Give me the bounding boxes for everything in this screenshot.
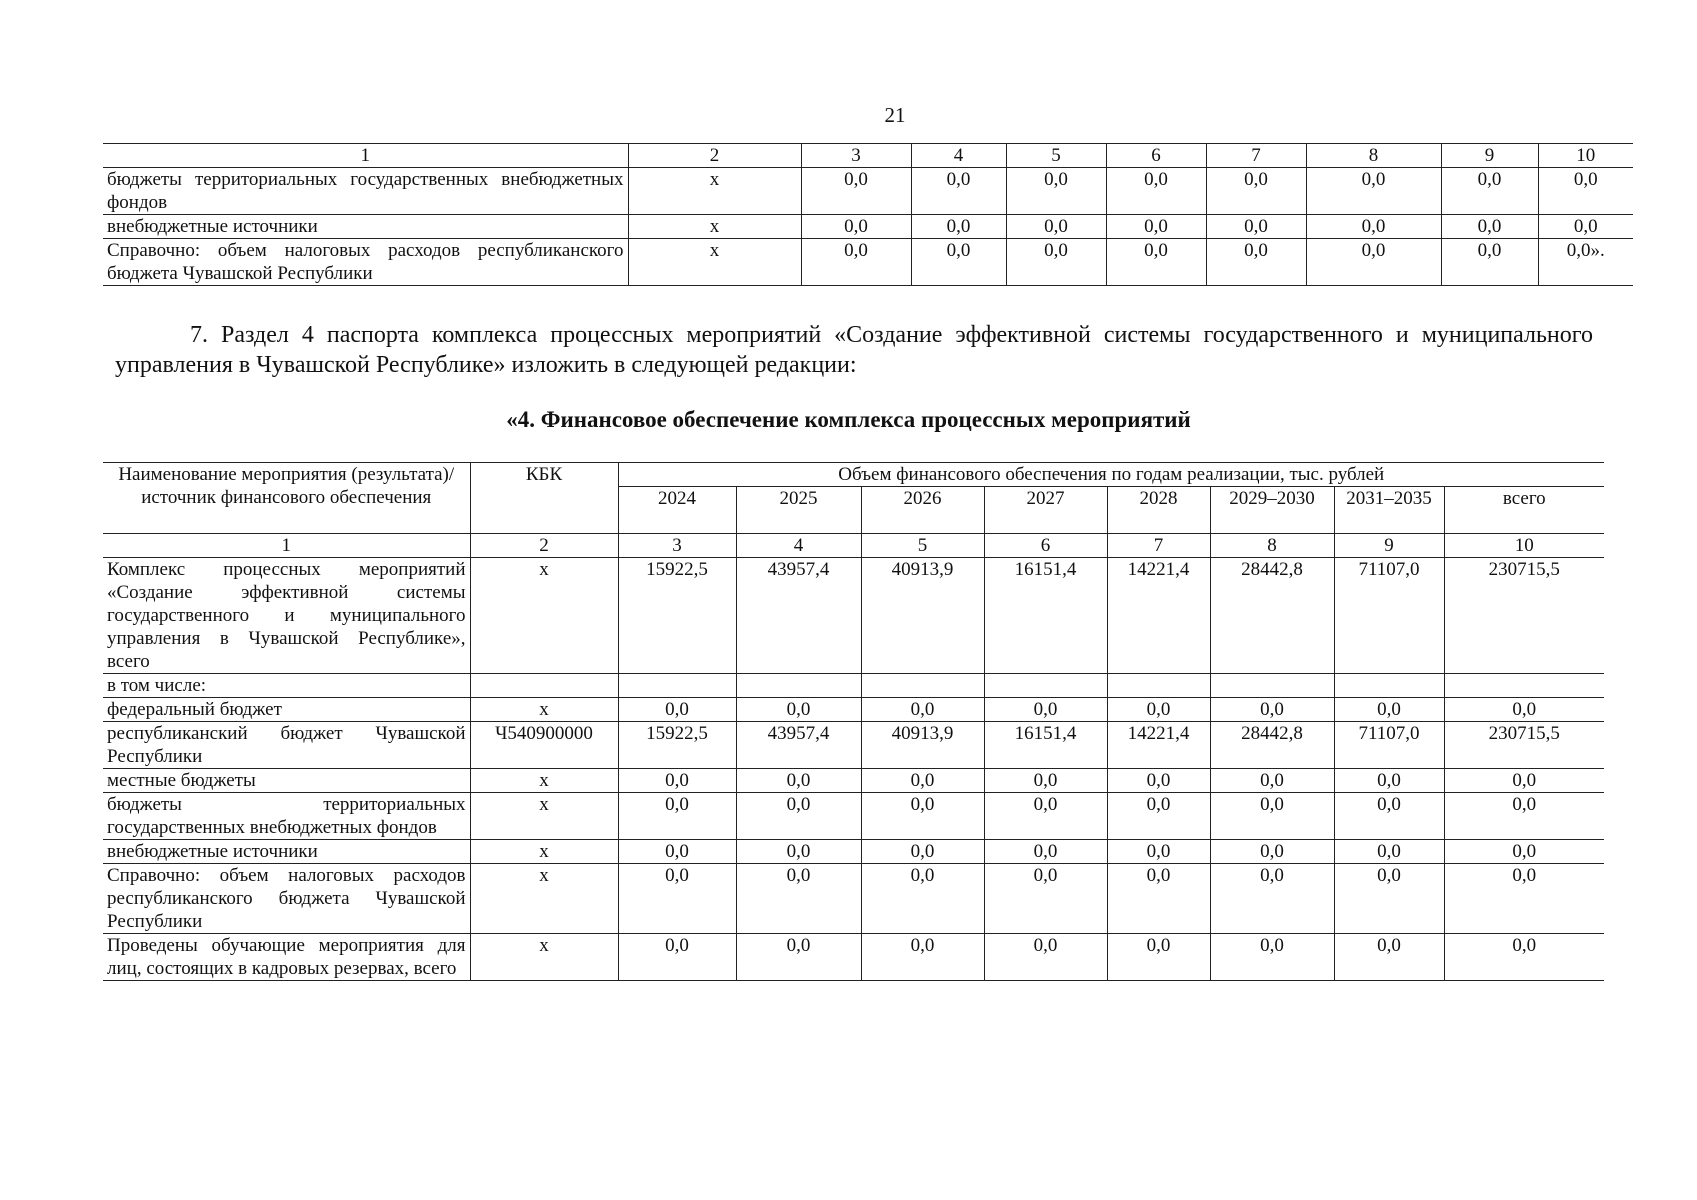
- row-name: Проведены обучающие мероприятия для лиц, состоящих в кадровых резервах, всего: [103, 934, 470, 981]
- value-cell: 0,0: [1444, 793, 1604, 840]
- value-cell: 0,0: [1107, 864, 1210, 934]
- column-number-row: [103, 144, 1633, 168]
- value-cell: 0,0: [618, 934, 736, 981]
- col-number: 4: [911, 144, 1006, 168]
- header-total: всего: [1444, 487, 1604, 534]
- value-cell: 0,0: [736, 769, 861, 793]
- value-cell: 40913,9: [861, 558, 984, 674]
- table-row: [103, 769, 1604, 793]
- kbk-cell: x: [470, 698, 618, 722]
- value-cell: 15922,5: [618, 722, 736, 769]
- value-cell: 0,0: [801, 168, 911, 215]
- value-cell: 0,0: [861, 793, 984, 840]
- value-cell: 0,0: [1306, 239, 1441, 286]
- value-cell: 0,0: [1107, 934, 1210, 981]
- header-year: 2026: [861, 487, 984, 534]
- value-cell: 40913,9: [861, 722, 984, 769]
- col-number: 3: [801, 144, 911, 168]
- value-cell: 43957,4: [736, 722, 861, 769]
- value-cell: 0,0: [911, 215, 1006, 239]
- continued-table: [103, 143, 1633, 286]
- value-cell: 0,0: [736, 840, 861, 864]
- value-cell: 0,0: [1210, 769, 1334, 793]
- value-cell: 15922,5: [618, 558, 736, 674]
- value-cell: 0,0: [736, 698, 861, 722]
- value-cell: 0,0: [1006, 239, 1106, 286]
- header-year: 2031–2035: [1334, 487, 1444, 534]
- value-cell: 0,0: [736, 793, 861, 840]
- kbk-cell: x: [470, 934, 618, 981]
- value-cell: 0,0: [1107, 769, 1210, 793]
- value-cell: 0,0: [984, 840, 1107, 864]
- col-number: 2: [470, 534, 618, 558]
- page-number: 21: [884, 103, 906, 127]
- value-cell: [1444, 674, 1604, 698]
- value-cell: 0,0: [984, 793, 1107, 840]
- col-number: 6: [1106, 144, 1206, 168]
- value-cell: 0,0: [1210, 864, 1334, 934]
- value-cell: 0,0: [1334, 698, 1444, 722]
- value-cell: 0,0: [1107, 698, 1210, 722]
- value-cell: 0,0: [984, 698, 1107, 722]
- value-cell: 14221,4: [1107, 558, 1210, 674]
- header-row: [103, 463, 1604, 487]
- value-cell: 0,0: [1106, 215, 1206, 239]
- row-name: Справочно: объем налоговых расходов республиканского бюджета Чувашской Республики: [103, 239, 628, 286]
- kbk-cell: x: [628, 239, 801, 286]
- value-cell: 0,0: [1210, 934, 1334, 981]
- value-cell: 0,0: [1538, 168, 1633, 215]
- value-cell: 0,0: [618, 864, 736, 934]
- header-volume: Объем финансового обеспечения по годам реализации, тыс. рублей: [618, 463, 1604, 487]
- value-cell: 0,0: [1334, 769, 1444, 793]
- section-heading: «4. Финансовое обеспечение комплекса процессных мероприятий: [506, 407, 1191, 432]
- value-cell: 0,0: [984, 934, 1107, 981]
- header-year: 2027: [984, 487, 1107, 534]
- kbk-cell: x: [470, 864, 618, 934]
- value-cell: 0,0: [1107, 840, 1210, 864]
- row-name: внебюджетные источники: [103, 840, 470, 864]
- col-number: 4: [736, 534, 861, 558]
- value-cell: [736, 674, 861, 698]
- col-number: 8: [1306, 144, 1441, 168]
- value-cell: 0,0: [1441, 168, 1538, 215]
- value-cell: 0,0: [861, 769, 984, 793]
- kbk-cell: x: [470, 793, 618, 840]
- value-cell: 0,0: [1444, 864, 1604, 934]
- amendment-paragraph: 7. Раздел 4 паспорта комплекса процессных мероприятий «Создание эффективной системы государственного и муниципального управления в Чувашской Республике» изложить в следующей редакции:: [115, 322, 1593, 378]
- table-row: [103, 674, 1604, 698]
- header-year: 2025: [736, 487, 861, 534]
- financing-table: [103, 462, 1604, 981]
- row-name: внебюджетные источники: [103, 215, 628, 239]
- value-cell: 230715,5: [1444, 558, 1604, 674]
- table-row: [103, 793, 1604, 840]
- table-row: [103, 864, 1604, 934]
- value-cell: 0,0: [1444, 934, 1604, 981]
- header-year: 2024: [618, 487, 736, 534]
- value-cell: 0,0: [618, 793, 736, 840]
- table-row: [103, 840, 1604, 864]
- value-cell: 16151,4: [984, 558, 1107, 674]
- value-cell: 0,0: [1538, 215, 1633, 239]
- table-row: [103, 722, 1604, 769]
- kbk-cell: x: [628, 168, 801, 215]
- value-cell: 0,0: [1334, 793, 1444, 840]
- value-cell: 0,0: [861, 840, 984, 864]
- value-cell: [984, 674, 1107, 698]
- value-cell: 0,0: [736, 864, 861, 934]
- col-number: 9: [1441, 144, 1538, 168]
- value-cell: 14221,4: [1107, 722, 1210, 769]
- row-name: республиканский бюджет Чувашской Республики: [103, 722, 470, 769]
- row-name: в том числе:: [103, 674, 470, 698]
- value-cell: 0,0: [1210, 840, 1334, 864]
- value-cell: 0,0: [861, 864, 984, 934]
- value-cell: 0,0: [1106, 239, 1206, 286]
- table-row: [103, 558, 1604, 674]
- value-cell: [1210, 674, 1334, 698]
- kbk-cell: x: [628, 215, 801, 239]
- value-cell: 0,0: [1444, 769, 1604, 793]
- value-cell: 0,0: [1444, 698, 1604, 722]
- col-number: 9: [1334, 534, 1444, 558]
- kbk-cell: Ч540900000: [470, 722, 618, 769]
- value-cell: 28442,8: [1210, 558, 1334, 674]
- value-cell: 0,0».: [1538, 239, 1633, 286]
- value-cell: 0,0: [1206, 168, 1306, 215]
- col-number: 8: [1210, 534, 1334, 558]
- value-cell: 0,0: [618, 769, 736, 793]
- column-number-row: [103, 534, 1604, 558]
- value-cell: 0,0: [1444, 840, 1604, 864]
- value-cell: 0,0: [1306, 215, 1441, 239]
- value-cell: 0,0: [618, 698, 736, 722]
- row-name: Комплекс процессных мероприятий «Создание эффективной системы государственного и муниципального управления в Чувашской Республике», всего: [103, 558, 470, 674]
- value-cell: 0,0: [1334, 934, 1444, 981]
- col-number: 5: [861, 534, 984, 558]
- value-cell: 0,0: [911, 239, 1006, 286]
- value-cell: 0,0: [1306, 168, 1441, 215]
- kbk-cell: [470, 674, 618, 698]
- value-cell: 0,0: [911, 168, 1006, 215]
- value-cell: 0,0: [1006, 215, 1106, 239]
- row-name: Справочно: объем налоговых расходов республиканского бюджета Чувашской Республики: [103, 864, 470, 934]
- value-cell: 71107,0: [1334, 558, 1444, 674]
- value-cell: 0,0: [1106, 168, 1206, 215]
- value-cell: 0,0: [1206, 239, 1306, 286]
- col-number: 2: [628, 144, 801, 168]
- col-number: 1: [103, 534, 470, 558]
- kbk-cell: x: [470, 558, 618, 674]
- header-year: 2028: [1107, 487, 1210, 534]
- col-number: 10: [1538, 144, 1633, 168]
- row-name: федеральный бюджет: [103, 698, 470, 722]
- value-cell: [861, 674, 984, 698]
- value-cell: 0,0: [861, 698, 984, 722]
- table-row: [103, 698, 1604, 722]
- value-cell: 28442,8: [1210, 722, 1334, 769]
- col-number: 6: [984, 534, 1107, 558]
- value-cell: 230715,5: [1444, 722, 1604, 769]
- row-name: бюджеты территориальных государственных внебюджетных фондов: [103, 168, 628, 215]
- table-row: [103, 215, 1633, 239]
- value-cell: [1334, 674, 1444, 698]
- value-cell: 71107,0: [1334, 722, 1444, 769]
- value-cell: 0,0: [1006, 168, 1106, 215]
- value-cell: 0,0: [618, 840, 736, 864]
- header-name: Наименование мероприятия (результата)/источник финансового обеспечения: [103, 463, 470, 534]
- value-cell: 0,0: [1210, 698, 1334, 722]
- table-row: [103, 934, 1604, 981]
- value-cell: 0,0: [984, 864, 1107, 934]
- value-cell: 0,0: [801, 239, 911, 286]
- value-cell: 0,0: [736, 934, 861, 981]
- value-cell: 43957,4: [736, 558, 861, 674]
- col-number: 5: [1006, 144, 1106, 168]
- col-number: 1: [103, 144, 628, 168]
- col-number: 10: [1444, 534, 1604, 558]
- value-cell: [1107, 674, 1210, 698]
- value-cell: [618, 674, 736, 698]
- value-cell: 0,0: [984, 769, 1107, 793]
- value-cell: 0,0: [1334, 864, 1444, 934]
- value-cell: 0,0: [1107, 793, 1210, 840]
- col-number: 7: [1206, 144, 1306, 168]
- row-name: бюджеты территориальных государственных внебюджетных фондов: [103, 793, 470, 840]
- value-cell: 0,0: [801, 215, 911, 239]
- value-cell: 0,0: [1210, 793, 1334, 840]
- value-cell: 0,0: [1206, 215, 1306, 239]
- kbk-cell: x: [470, 769, 618, 793]
- row-name: местные бюджеты: [103, 769, 470, 793]
- value-cell: 0,0: [861, 934, 984, 981]
- header-kbk: КБК: [470, 463, 618, 534]
- kbk-cell: x: [470, 840, 618, 864]
- value-cell: 0,0: [1334, 840, 1444, 864]
- col-number: 3: [618, 534, 736, 558]
- header-year: 2029–2030: [1210, 487, 1334, 534]
- value-cell: 0,0: [1441, 239, 1538, 286]
- value-cell: 0,0: [1441, 215, 1538, 239]
- col-number: 7: [1107, 534, 1210, 558]
- table-row: [103, 168, 1633, 215]
- table-row: [103, 239, 1633, 286]
- value-cell: 16151,4: [984, 722, 1107, 769]
